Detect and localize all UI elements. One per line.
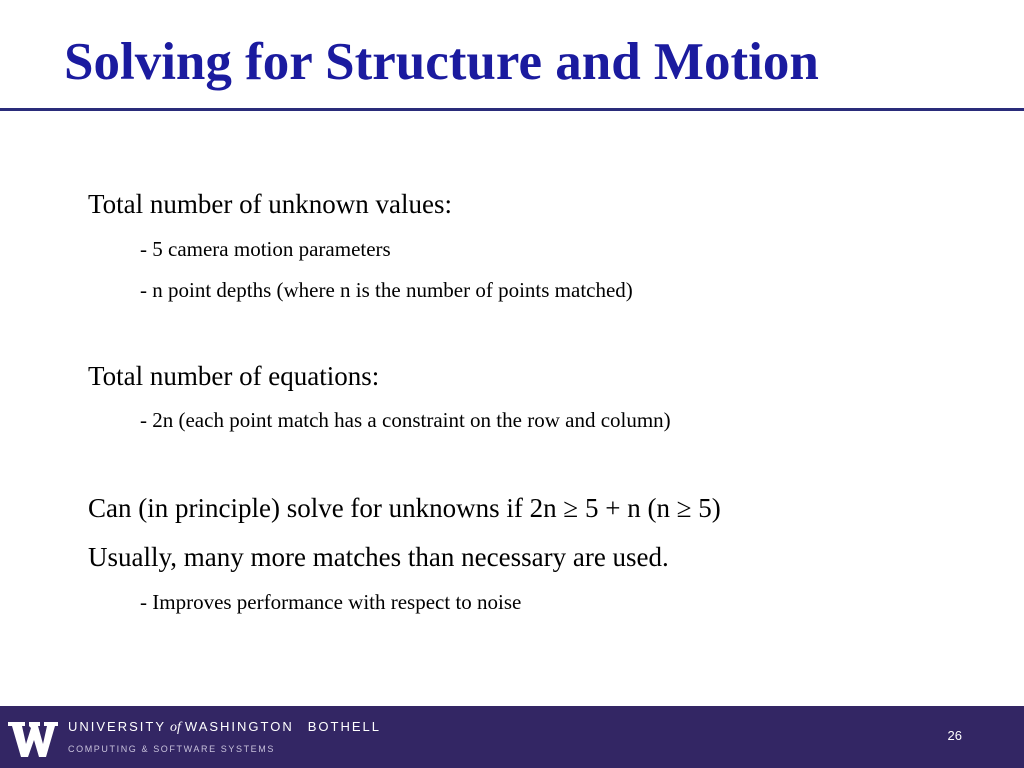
- university-word: UNIVERSITY: [68, 719, 167, 734]
- bullet-unknown-values: Total number of unknown values:: [88, 189, 453, 219]
- university-of: of: [170, 720, 181, 735]
- page-number: 26: [947, 728, 962, 743]
- department-name: COMPUTING & SOFTWARE SYSTEMS: [68, 744, 275, 754]
- title-divider: [0, 108, 1024, 111]
- uw-w-logo-icon: [8, 720, 58, 758]
- sub-bullet-point-depths: - n point depths (where n is the number of points matched): [140, 278, 633, 302]
- sub-bullet-camera-params: - 5 camera motion parameters: [140, 237, 391, 261]
- bullet-more-matches: Usually, many more matches than necessary are used.: [88, 542, 669, 572]
- sub-bullet-noise: - Improves performance with respect to noise: [140, 590, 522, 614]
- washington-word: WASHINGTON: [184, 719, 294, 734]
- bullet-solve-condition: Can (in principle) solve for unknowns if 2n ≥ 5 + n (n ≥ 5): [88, 493, 721, 523]
- bullet-equations: Total number of equations:: [88, 361, 380, 391]
- slide-title: Solving for Structure and Motion: [64, 33, 819, 91]
- campus-name: BOTHELL: [307, 719, 381, 734]
- university-name: [68, 719, 381, 736]
- footer-bar: [0, 706, 1024, 768]
- sub-bullet-2n: - 2n (each point match has a constraint on the row and column): [140, 408, 671, 432]
